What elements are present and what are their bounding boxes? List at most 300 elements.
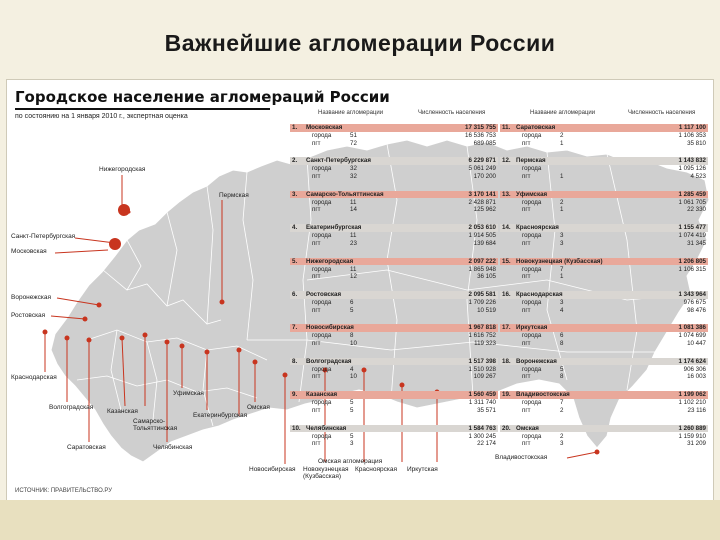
table-cell-num: 2. [292,157,298,165]
table-cell-p2: 139 684 [473,239,496,247]
marker-samara [120,336,125,341]
table-cell-p1: 1 914 505 [468,232,496,240]
table-cell-r1: города [522,132,542,139]
label-spb: Санкт-Петербургская [11,233,76,240]
table-row-sub [290,266,498,274]
table-cell-pop: 2 095 581 [468,291,496,298]
table-row-main [290,124,498,132]
table-cell-p2: 10 519 [477,306,496,314]
label-ufa: Уфимская [173,390,204,397]
table-cell-pop: 1 517 398 [468,357,496,365]
table-row-sub [290,340,498,348]
table-cell-pop: 3 170 141 [468,190,496,198]
table-cell-p1: 1 061 705 [678,198,706,206]
table-cell-r1: города [312,332,332,340]
table-cell-c2: 12 [350,273,357,281]
col-header-pop-left: Численность населения [418,110,486,116]
table-cell-r1: города [312,365,332,373]
table-cell-name: Санкт-Петербургская [306,157,371,165]
table-cell-r1: города [522,232,542,240]
table-cell-r1: города [522,198,542,206]
table-row-main [500,358,708,366]
table-cell-c1: 6 [350,299,354,306]
marker-vladivostok [595,450,600,455]
table-row-sub [290,206,498,214]
table-cell-c1: 7 [560,265,564,273]
table-cell-r2: пгт [312,373,321,381]
table-cell-name: Саратовская [516,124,556,131]
table-cell-p2: 35 571 [477,406,496,414]
table-cell-r2: пгт [312,139,321,147]
label-volgograd: Волгоградская [49,404,94,411]
label-novokuznetsk: Новокузнецкая (Кузбасская) [303,466,349,480]
marker-moscow [109,238,121,250]
marker-kazan [143,333,148,338]
table-row-main [500,291,708,299]
table-cell-pop: 1 155 477 [678,224,706,232]
table-row-sub [500,433,708,441]
label-rostov: Ростовская [11,312,46,319]
table-cell-c1: 2 [560,132,564,139]
table-cell-c2: 32 [350,172,357,180]
table-row-sub [500,373,708,381]
table-cell-c2: 3 [560,440,564,448]
table-row-sub [500,399,708,407]
table-row-sub [290,165,498,173]
label-irkutsk: Иркутская [407,466,438,473]
marker-krasnodar [43,330,48,335]
table-cell-p2: 170 200 [473,172,496,180]
table-row-main [500,157,708,165]
table-cell-pop: 1 967 818 [468,324,496,332]
table-row-main [290,324,498,332]
table-cell-pop: 17 315 755 [465,124,496,131]
table-group [290,324,498,347]
table-row-main [500,224,708,232]
table-cell-p1: 1 102 210 [678,399,706,407]
table-cell-name: Волгоградская [306,357,352,365]
table-row-sub [500,240,708,248]
label-krasnodar: Краснодарская [11,374,57,381]
table-cell-c2: 1 [560,273,564,281]
table-cell-p1: 1 106 353 [678,132,706,139]
table-cell-c2: 23 [350,239,357,247]
table-cell-p2: 22 330 [687,206,706,214]
table-cell-p1: 1 159 910 [678,432,706,440]
table-cell-name: Красноярская [516,224,559,232]
table-cell-p1: 1 095 126 [678,165,706,173]
table-cell-pop: 6 229 871 [468,157,496,165]
table-cell-name: Воронежская [516,357,557,365]
table-cell-pop: 1 199 062 [678,391,706,399]
table-cell-name: Новосибирская [306,324,354,332]
table-cell-r1: города [522,432,542,440]
marker-novosibirsk [283,373,288,378]
table-cell-pop: 2 097 222 [468,257,496,265]
table-group [290,391,498,414]
label-omsk: Омская [247,404,270,411]
table-row-sub [290,307,498,315]
table-cell-c2: 4 [560,306,564,314]
table-row-main [500,391,708,399]
table-cell-num: 7. [292,324,298,332]
table-cell-num: 16. [502,291,511,298]
table-cell-num: 5. [292,257,298,265]
table-group [500,391,708,414]
table-row-main [290,358,498,366]
table-cell-p1: 1 709 226 [468,299,496,306]
table-row-sub [290,132,498,140]
table-row-sub [290,373,498,381]
table-row-sub [290,232,498,240]
table-cell-num: 13. [502,190,511,198]
table-group [290,224,498,247]
table-cell-name: Ростовская [306,291,342,298]
table-cell-p1: 1 865 948 [468,265,496,273]
table-cell-name: Иркутская [516,324,548,332]
table-cell-p2: 31 345 [687,239,706,247]
table-row-sub [290,399,498,407]
table-cell-name: Краснодарская [516,291,563,298]
label-kazan: Казанская [107,408,138,415]
table-row-main [290,391,498,399]
table-cell-r2: пгт [522,239,531,247]
map-subheading: по состоянию на 1 января 2010 г., экспертная оценка [15,113,188,120]
table-cell-r2: пгт [312,339,321,347]
label-krasnoyarsk: Красноярская [355,466,397,473]
table-cell-p1: 1 074 699 [678,332,706,340]
table-cell-c1: 5 [560,365,564,373]
table-cell-name: Казанская [306,391,338,399]
table-cell-r1: города [312,132,332,139]
table-group [500,324,708,347]
table-group [290,124,498,147]
table-cell-p2: 109 267 [473,373,496,381]
table-cell-p2: 22 174 [477,440,496,448]
table-cell-c1: 4 [350,365,354,373]
table-cell-p2: 16 003 [687,373,706,381]
table-cell-num: 17. [502,324,511,332]
table-row-sub [500,165,708,173]
table-cell-p1: 1 300 245 [468,432,496,440]
table-cell-c1: 32 [350,165,357,173]
table-group [500,157,708,180]
table-row-sub [290,240,498,248]
table-cell-r1: города [312,198,332,206]
table-cell-p1: 1 616 752 [468,332,496,340]
table-row-sub [500,173,708,181]
marker-omsk [237,348,242,353]
table-cell-r2: пгт [522,306,531,314]
table-group [500,124,708,147]
table-cell-p2: 689 085 [473,139,496,147]
table-cell-num: 1. [292,124,298,131]
marker-perm [220,300,225,305]
table-cell-num: 20. [502,424,511,432]
table-cell-p2: 119 323 [474,339,496,347]
table-cell-r2: пгт [312,239,321,247]
table-row-sub [500,266,708,274]
table-cell-pop: 1 285 459 [678,190,706,198]
table-cell-c1: 2 [560,432,564,440]
table-row-main [290,224,498,232]
table-cell-name: Уфимская [516,190,548,198]
marker-rostov [83,317,88,322]
table-row-main [290,191,498,199]
table-cell-num: 9. [292,391,298,399]
table-row-sub [500,340,708,348]
table-group [290,157,498,180]
table-cell-r2: пгт [522,139,531,147]
table-cell-c1: 51 [350,132,357,139]
table-cell-r2: пгт [522,206,531,214]
label-perm: Пермская [219,192,249,199]
table-cell-r2: пгт [312,440,321,448]
marker-voronezh [97,303,102,308]
table-row-sub [290,407,498,415]
table-row-main [290,157,498,165]
table-row-sub [500,232,708,240]
table-row-main [290,258,498,266]
agglomeration-table [290,110,708,465]
table-row-sub [500,199,708,207]
table-cell-name: Новокузнецкая (Кузбасская) [516,257,603,265]
table-cell-r1: города [522,365,542,373]
table-cell-r1: города [312,265,332,273]
table-cell-p1: 2 428 871 [468,198,496,206]
table-cell-r2: пгт [522,339,531,347]
table-cell-c2: 10 [350,339,357,347]
table-group [500,425,708,448]
table-cell-p2: 35 810 [687,139,706,147]
table-row-sub [290,366,498,374]
table-row-main [500,258,708,266]
table-cell-c1: 11 [350,232,357,240]
label-voronezh: Воронежская [11,294,52,301]
table-row-sub [500,273,708,281]
table-row-main [290,291,498,299]
table-cell-num: 11. [502,124,511,131]
table-cell-c2: 1 [560,206,564,214]
table-cell-r2: пгт [522,406,531,414]
col-header-name-right: Название агломерации [530,110,596,116]
table-cell-num: 15. [502,257,511,265]
table-row-sub [290,332,498,340]
table-cell-r1: города [312,232,332,240]
marker-yekaterinburg [205,350,210,355]
col-header-pop-right: Численность населения [628,110,696,116]
table-row-main [500,425,708,433]
table-row-main [500,191,708,199]
table-cell-name: Нижегородская [306,257,354,265]
table-cell-p2: 98 476 [687,306,706,314]
table-cell-r2: пгт [312,206,321,214]
table-cell-c1: 11 [350,265,357,273]
label-novosibirsk: Новосибирская [249,466,296,473]
table-cell-p1: 1 106 315 [678,265,706,273]
table-row-sub [290,140,498,148]
table-cell-name: Екатеринбургская [306,224,362,232]
table-cell-num: 4. [292,224,298,232]
table-row-sub [290,299,498,307]
table-group [290,358,498,381]
table-cell-pop: 1 206 805 [678,257,706,265]
table-cell-pop: 1 343 964 [678,291,706,298]
table-group [290,425,498,448]
table-cell-r1: города [312,399,332,407]
table-cell-num: 3. [292,190,298,198]
table-cell-c2: 72 [350,139,357,147]
table-cell-r2: пгт [312,406,321,414]
table-cell-r2: пгт [522,373,531,381]
table-cell-p1: 1 510 928 [468,365,496,373]
table-cell-c2: 2 [560,406,564,414]
map-heading: Городское население агломераций России [15,88,390,106]
table-cell-num: 12. [502,157,511,165]
table-cell-p2: 4 523 [690,172,706,180]
table-cell-r1: города [522,332,542,340]
table-cell-r1: города [312,299,332,306]
marker-chelyabinsk [165,340,170,345]
table-cell-r1: города [522,399,542,407]
table-row-sub [500,366,708,374]
table-cell-p1: 16 536 753 [465,132,496,139]
table-cell-c1: 2 [560,198,564,206]
table-cell-p1: 5 061 249 [468,165,496,173]
table-cell-c1: 5 [350,399,354,407]
table-row-sub [500,206,708,214]
table-cell-pop: 1 117 100 [678,124,706,131]
map-source: ИСТОЧНИК: ПРАВИТЕЛЬСТВО.РУ [15,488,113,494]
table-cell-c2: 14 [350,206,357,214]
slide-title: Важнейшие агломерации России [164,30,556,56]
table-cell-r2: пгт [312,172,321,180]
table-cell-r2: пгт [312,273,321,281]
table-cell-pop: 1 560 459 [468,391,496,399]
table-row-sub [500,407,708,415]
map-figure [6,79,714,501]
marker-saratov [87,338,92,343]
table-row-sub [500,299,708,307]
label-samara: Самарско- Тольяттинская [133,418,178,432]
table-row-main [500,324,708,332]
table-cell-c1: 8 [350,332,354,340]
table-cell-name: Самарско-Тольяттинская [306,190,384,198]
table-cell-c1: 3 [560,299,564,306]
label-yekaterinburg: Екатеринбургская [193,412,248,419]
table-cell-p2: 23 116 [687,406,706,414]
table-cell-p2: 36 105 [477,273,496,281]
col-header-name-left: Название агломерации [318,110,384,116]
table-cell-num: 10. [292,424,301,432]
table-cell-c1: 6 [560,332,564,340]
table-row-main [500,124,708,132]
table-row-sub [290,440,498,448]
table-group [290,258,498,281]
table-cell-r1: города [522,299,542,306]
label-saratov: Саратовская [67,444,106,451]
table-cell-c2: 3 [560,239,564,247]
label-nnovgorod: Нижегородская [99,166,146,173]
table-cell-c1: 5 [350,432,354,440]
table-row-sub [500,332,708,340]
table-row-sub [290,273,498,281]
table-group [500,291,708,314]
table-cell-c2: 10 [350,373,357,381]
table-group [500,224,708,247]
table-group [500,358,708,381]
table-cell-c2: 5 [350,406,354,414]
table-cell-pop: 1 174 624 [678,357,706,365]
table-row-sub [290,199,498,207]
table-cell-r2: пгт [312,306,321,314]
table-group [500,258,708,281]
marker-omsk2 [253,360,258,365]
table-cell-c2: 8 [560,373,564,381]
table-cell-p1: 976 675 [683,299,706,306]
table-footer: Омская агломерация [318,458,383,465]
table-cell-c2: 3 [350,440,354,448]
table-cell-c1: 3 [560,232,564,240]
table-cell-p1: 1 074 419 [678,232,706,240]
table-cell-r1: города [312,165,332,173]
table-cell-r2: пгт [522,172,531,180]
table-cell-p1: 906 306 [683,365,706,373]
table-cell-p2: 10 447 [687,339,706,347]
table-cell-c1: 11 [350,198,357,206]
marker-volgograd [65,336,70,341]
table-cell-name: Пермская [516,157,546,165]
table-cell-name: Челябинская [306,424,347,432]
table-cell-name: Владивостокская [516,391,570,399]
table-cell-c2: 1 [560,172,564,180]
table-cell-pop: 1 584 763 [468,424,496,432]
table-row-sub [500,132,708,140]
label-moscow: Московская [11,248,47,255]
table-cell-pop: 1 081 386 [678,324,706,332]
table-cell-name: Омская [516,424,539,432]
table-cell-pop: 1 260 889 [678,424,706,432]
table-cell-r1: города [522,265,542,273]
table-row-sub [500,307,708,315]
table-group [290,291,498,314]
table-row-sub [290,173,498,181]
table-row-sub [290,433,498,441]
table-cell-c2: 5 [350,306,354,314]
table-cell-p2: 31 209 [687,440,706,448]
table-cell-c2: 8 [560,339,564,347]
table-cell-c2: 1 [560,139,564,147]
table-cell-p2: 125 962 [473,206,496,214]
table-group [290,191,498,214]
label-chelyabinsk: Челябинская [153,444,193,451]
table-cell-num: 8. [292,357,298,365]
table-cell-pop: 2 053 610 [468,224,496,232]
table-cell-num: 18. [502,357,511,365]
table-cell-num: 6. [292,291,298,298]
table-cell-r1: города [312,432,332,440]
table-cell-r2: пгт [522,440,531,448]
table-cell-r1: города [522,165,542,173]
marker-spb [118,204,130,216]
label-vladivostok: Владивостокская [495,454,548,461]
marker-nnovgorod [128,211,131,214]
table-cell-pop: 1 143 832 [678,157,706,165]
table-cell-c1: 7 [560,399,564,407]
table-cell-num: 14. [502,224,511,232]
marker-ufa [180,344,185,349]
table-row-main [290,425,498,433]
